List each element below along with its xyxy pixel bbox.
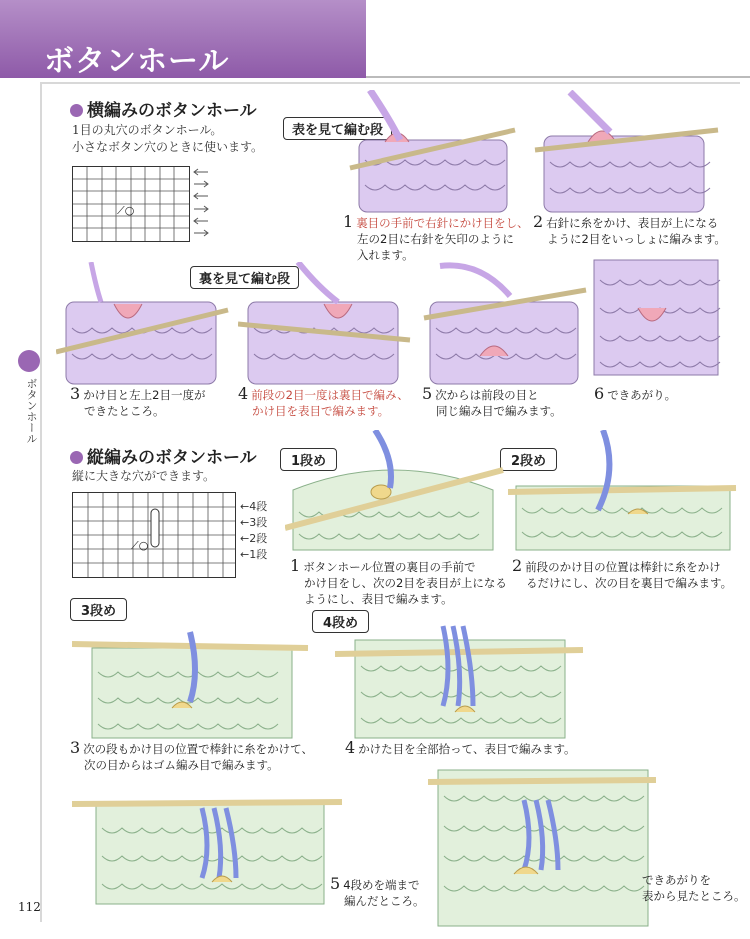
h-step-5: 5 次からは前段の目と 同じ編み目で編みます。 [422,384,562,418]
section-title-horizontal: 横編みのボタンホール [70,96,257,121]
illustration-step-6 [592,258,722,378]
illustration-v-step-3 [72,628,310,740]
illustration-v-step-5 [72,788,347,908]
illustration-step-1 [345,90,525,215]
badge-row-4: 4段め [312,610,369,633]
chart-grid-horizontal [72,166,190,242]
h-step-6: 6 できあがり。 [594,384,677,403]
side-tab-dot [18,350,40,372]
illustration-finished [428,740,658,930]
bullet-icon [70,451,83,464]
side-tab-label: ボタンホール [25,378,38,444]
row-label-2: ←2段 [240,532,268,545]
title-banner [0,0,366,78]
horizontal-desc: 1目の丸穴のボタンホール。 小さなボタン穴のときに使います。 [72,123,264,154]
bullet-icon [70,104,83,117]
illustration-v-step-4 [335,620,585,740]
row-direction-arrows [190,166,212,240]
badge-row-2: 2段め [500,448,557,471]
v-step-3: 3 次の段もかけ目の位置で棒針に糸をかけて、 次の目からはゴム編み目で編みます。 [70,738,313,772]
illustration-v-step-2 [508,430,738,560]
illustration-v-step-1 [285,430,505,560]
illustration-step-5 [420,256,590,386]
h-step-2: 2 右針に糸をかけ、表目が上になる ように2目をいっしょに編みます。 [533,212,726,246]
final-caption: できあがりを 表から見たところ。 [642,873,746,903]
v-step-2: 2 前段のかけ目の位置は棒針に糸をかけ るだけにし、次の目を裏目で編みます。 [512,556,733,590]
badge-back-side: 裏を見て編む段 [190,266,299,289]
chart-grid-vertical [72,492,236,578]
vertical-desc: 縦に大きな穴ができます。 [72,469,216,483]
page-title: ボタンホール [44,44,230,79]
page-number: 112 [18,900,41,914]
header-rule [366,76,750,78]
svg-text:⟋○: ⟋○ [117,204,135,217]
row-label-1: ←1段 [240,548,268,561]
h-step-3: 3 かけ目と左上2目一度が できたところ。 [70,384,206,418]
h-step-1: 1 裏目の手前で右針にかけ目をし、 左の2目に右針を矢印のように 入れます。 [343,212,529,262]
h-step-4: 4 前段の2目一度は裏目で編み、 かけ目を表目で編みます。 [238,384,409,418]
badge-row-1: 1段め [280,448,337,471]
frame-top [40,82,740,84]
svg-text:⟋○: ⟋○ [131,539,149,552]
row-label-3: ←3段 [240,516,268,529]
section-title-vertical: 縦編みのボタンホール [70,443,257,468]
frame-left [40,82,42,922]
v-step-5: 5 4段めを端まで 編んだところ。 [330,874,425,908]
illustration-step-4 [238,262,413,387]
v-step-1: 1 ボタンホール位置の裏目の手前で かけ目をし、次の2目を表目が上になる ようにし、表目で編みます。 [290,556,507,606]
illustration-step-3 [56,262,231,387]
badge-row-3: 3段め [70,598,127,621]
v-step-4: 4 かけた目を全部拾って、表目で編みます。 [345,738,576,757]
row-labels [240,498,267,562]
badge-front-side: 表を見て編む段 [283,117,392,140]
illustration-step-2 [530,90,720,215]
row-label-4: ←4段 [240,500,268,513]
